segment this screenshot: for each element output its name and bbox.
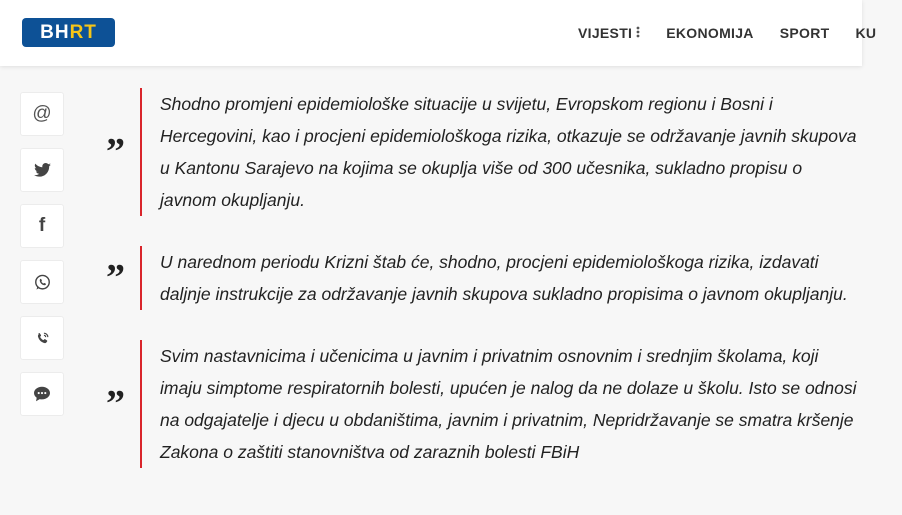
more-vertical-icon[interactable] bbox=[636, 25, 640, 41]
at-icon: @ bbox=[32, 103, 52, 124]
quote-list bbox=[102, 88, 862, 498]
share-whatsapp-button[interactable] bbox=[20, 260, 64, 304]
comment-icon bbox=[33, 386, 51, 402]
nav-item-vijesti[interactable] bbox=[578, 25, 640, 41]
share-viber-button[interactable] bbox=[20, 316, 64, 360]
blockquote bbox=[102, 340, 862, 468]
blockquote bbox=[102, 246, 862, 310]
facebook-icon: f bbox=[38, 215, 46, 236]
logo-text-bh: BH bbox=[40, 21, 70, 43]
share-email-button[interactable] bbox=[20, 92, 64, 136]
quote-mark-icon: ” bbox=[106, 383, 125, 425]
nav-item-label: SPORT bbox=[779, 25, 830, 41]
blockquote bbox=[102, 88, 862, 216]
quote-mark-icon: ” bbox=[106, 257, 125, 299]
quote-text: Svim nastavnicima i učenicima u javnim i privatnim osnovnim i srednjim školama, koji imaju simptome respiratornih bolesti, upućen je nalog da ne dolaze u školu. Isto se odnosi na odgajatelje i djecu u obdaništima, javnim i privatnim, Nepridržavanje se smatra kršenje Zakona o zaštiti stanovništva od zaraznih bolesti FBiH bbox=[140, 340, 860, 468]
viber-icon bbox=[34, 330, 51, 347]
nav-item-label: KU bbox=[855, 25, 877, 41]
twitter-icon bbox=[34, 163, 51, 177]
share-bar bbox=[20, 92, 66, 428]
whatsapp-icon bbox=[34, 274, 51, 291]
share-facebook-button[interactable] bbox=[20, 204, 64, 248]
share-twitter-button[interactable] bbox=[20, 148, 64, 192]
nav-item-label: VIJESTI bbox=[578, 25, 633, 41]
nav-item-ekonomija[interactable] bbox=[666, 25, 754, 41]
quote-text: U narednom periodu Krizni štab će, shodno, procjeni epidemiološkoga rizika, izdavati daljnje instrukcije za održavanje javnih skupova sukladno propisima o javnom okupljanju. bbox=[140, 246, 860, 310]
nav-item-sport[interactable] bbox=[780, 25, 830, 41]
nav-item-kultura[interactable] bbox=[855, 25, 876, 41]
comments-button[interactable] bbox=[20, 372, 64, 416]
site-header bbox=[0, 0, 877, 66]
quote-text: Shodno promjeni epidemiološke situacije u svijetu, Evropskom regionu i Bosni i Hercegovini, kao i procjeni epidemiološkoga rizika, otkazuje se održavanje javnih skupova u Kantonu Sarajevo na kojima se okuplja više od 300 učesnika, sukladno propisu o javnom okupljanju. bbox=[140, 88, 860, 216]
logo-text-rt: RT bbox=[69, 21, 97, 43]
nav-item-label: EKONOMIJA bbox=[666, 25, 754, 41]
main-nav bbox=[578, 0, 902, 66]
quote-mark-icon: ” bbox=[106, 131, 125, 173]
bhrt-logo[interactable] bbox=[22, 18, 115, 47]
